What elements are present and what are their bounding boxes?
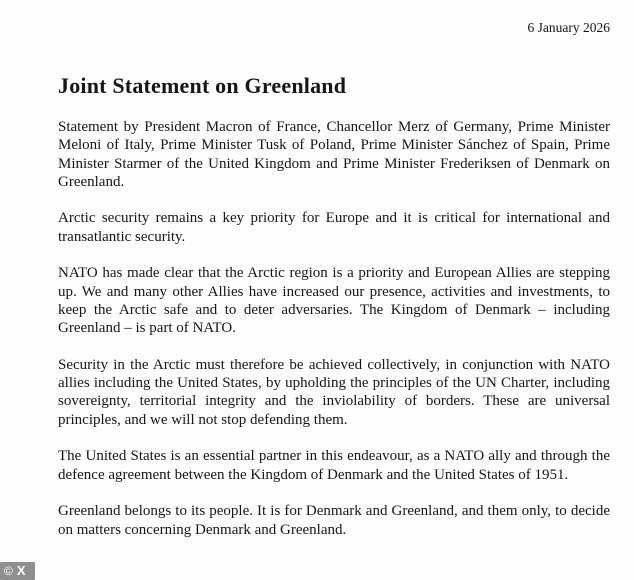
x-watermark	[0, 562, 35, 580]
paragraph-nato-priority: NATO has made clear that the Arctic region is a priority and European Allies are stepping up. We and many other Allies have increased our presence, activities and investments, to keep the Arctic safe and to deter adversaries. The Kingdom of Denmark – including Greenland – is part of NATO.	[58, 265, 610, 337]
paragraph-collective-security: Security in the Arctic must therefore be achieved collectively, in conjunction with NATO allies including the United States, by upholding the principles of the UN Charter, including sovereignty, territorial integrity and the inviolability of borders. These are universal principles, and we will not stop defending them.	[58, 356, 610, 428]
document-title: Joint Statement on Greenland	[58, 73, 347, 98]
paragraph-greenland-people: Greenland belongs to its people. It is for Denmark and Greenland, and them only, to decide on matters concerning Denmark and Greenland.	[58, 503, 610, 538]
paragraph-united-states-partner: The United States is an essential partner in this endeavour, as a NATO ally and through the defence agreement between the Kingdom of Denmark and the United States of 1951.	[58, 448, 610, 483]
document-content	[58, 0, 610, 539]
document-date: 6 January 2026	[527, 20, 610, 35]
copyright-icon: ©	[4, 564, 13, 578]
paragraph-signatories: Statement by President Macron of France, Chancellor Merz of Germany, Prime Minister Meloni of Italy, Prime Minister Tusk of Poland, Prime Minister Sánchez of Spain, Prime Minister Starmer of the United Kingdom and Prime Minister Frederiksen of Denmark on Greenland.	[58, 119, 610, 190]
paragraph-arctic-security: Arctic security remains a key priority for Europe and it is critical for international and transatlantic security.	[58, 210, 610, 245]
x-logo-icon: X	[16, 563, 26, 578]
